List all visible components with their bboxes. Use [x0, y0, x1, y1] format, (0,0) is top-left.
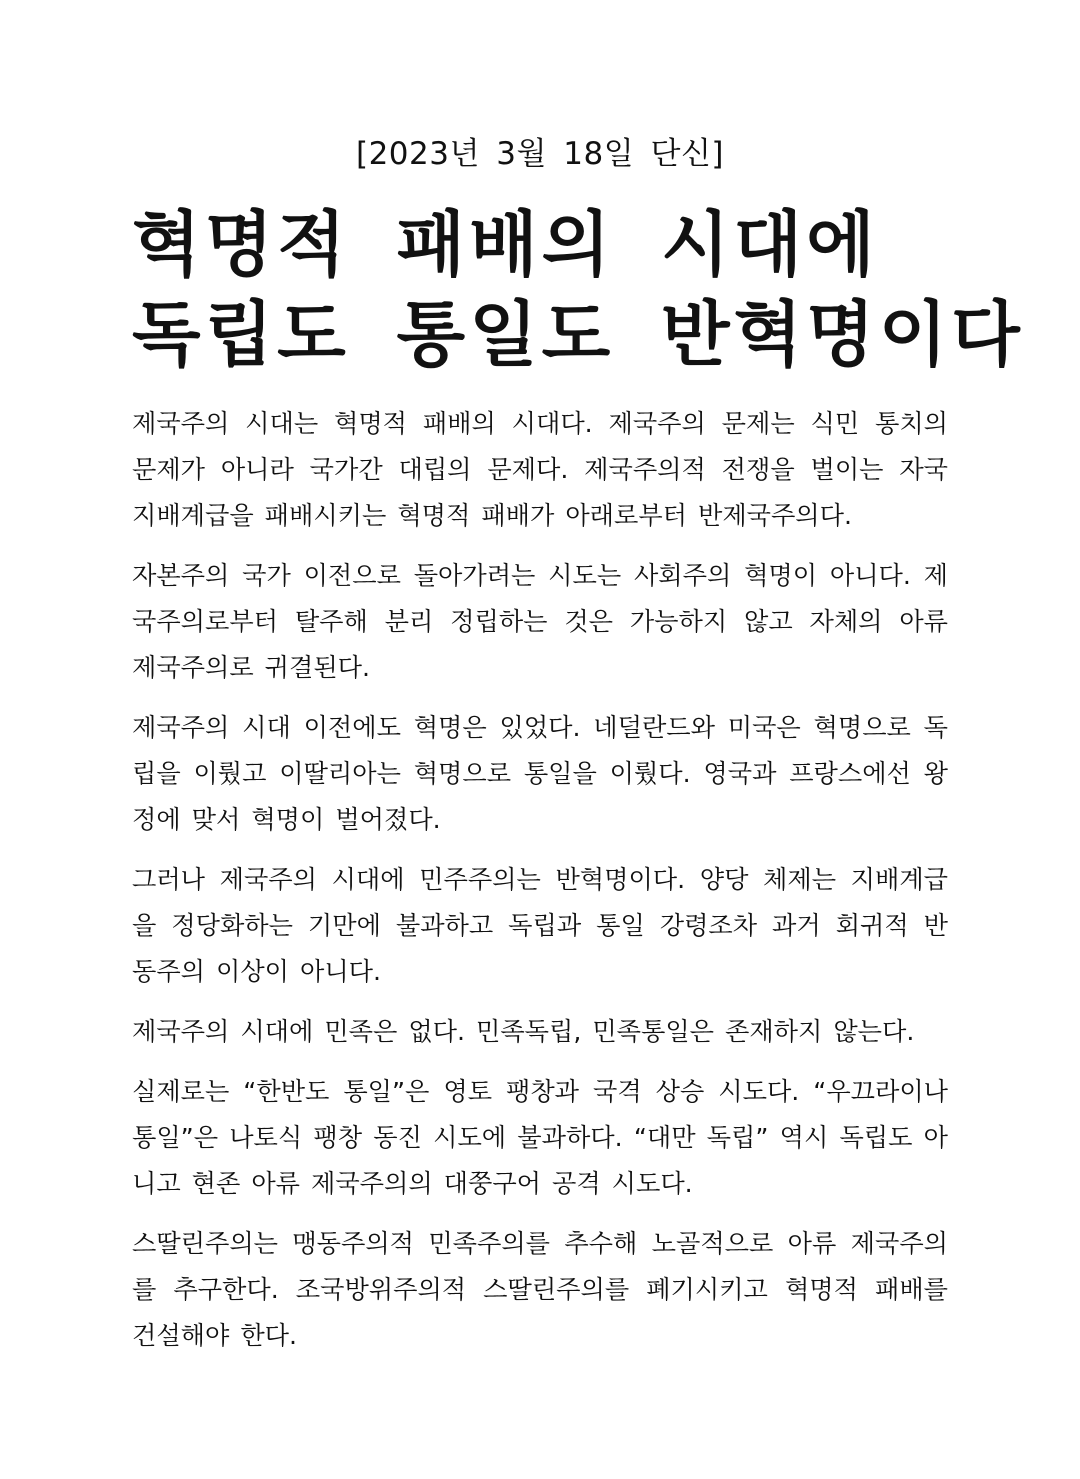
text-line: 립을 이뤘고 이딸리아는 혁명으로 통일을 이뤘다. 영국과 프랑스에선 왕	[132, 759, 948, 788]
text-line: 정에 맞서 혁명이 벌어졌다.	[132, 805, 441, 834]
paragraph	[132, 1009, 948, 1055]
text-line: 제국주의로 귀결된다.	[132, 653, 370, 682]
paragraph	[132, 1221, 948, 1359]
text-line: 통일”은 나토식 팽창 동진 시도에 불과하다. “대만 독립” 역시 독립도 아	[132, 1123, 948, 1152]
text-line: 제국주의 시대 이전에도 혁명은 있었다. 네덜란드와 미국은 혁명으로 독	[132, 713, 948, 742]
headline-line: 독립도 통일도 반혁명이다	[132, 293, 1024, 376]
text-line: 동주의 이상이 아니다.	[132, 957, 381, 986]
paragraph	[132, 857, 948, 995]
text-line: 제국주의 시대에 민족은 없다. 민족독립, 민족통일은 존재하지 않는다.	[132, 1017, 915, 1046]
headline	[132, 200, 1024, 380]
text-line: 건설해야 한다.	[132, 1321, 297, 1350]
text-line: 을 정당화하는 기만에 불과하고 독립과 통일 강령조차 과거 회귀적 반	[132, 911, 948, 940]
text-line: 니고 현존 아류 제국주의의 대쭝구어 공격 시도다.	[132, 1169, 693, 1198]
text-line: 실제로는 “한반도 통일”은 영토 팽창과 국격 상승 시도다. “우끄라이나	[132, 1077, 948, 1106]
text-line: 그러나 제국주의 시대에 민주주의는 반혁명이다. 양당 체제는 지배계급	[132, 865, 948, 894]
article-body	[132, 401, 948, 1373]
paragraph	[132, 705, 948, 843]
text-line: 스딸린주의는 맹동주의적 민족주의를 추수해 노골적으로 아류 제국주의	[132, 1229, 948, 1258]
text-line: 국주의로부터 탈주해 분리 정립하는 것은 가능하지 않고 자체의 아류	[132, 607, 948, 636]
text-line: 자본주의 국가 이전으로 돌아가려는 시도는 사회주의 혁명이 아니다. 제	[132, 561, 948, 590]
paragraph	[132, 401, 948, 539]
headline-line: 혁명적 패배의 시대에	[132, 203, 879, 286]
text-line: 를 추구한다. 조국방위주의적 스딸린주의를 폐기시키고 혁명적 패배를	[132, 1275, 948, 1304]
text-line: 제국주의 시대는 혁명적 패배의 시대다. 제국주의 문제는 식민 통치의	[132, 409, 948, 438]
paragraph	[132, 553, 948, 691]
paragraph	[132, 1069, 948, 1207]
text-line: 문제가 아니라 국가간 대립의 문제다. 제국주의적 전쟁을 벌이는 자국	[132, 455, 948, 484]
text-line: 지배계급을 패배시키는 혁명적 패배가 아래로부터 반제국주의다.	[132, 501, 852, 530]
dateline: [2023년 3월 18일 단신]	[355, 136, 725, 172]
